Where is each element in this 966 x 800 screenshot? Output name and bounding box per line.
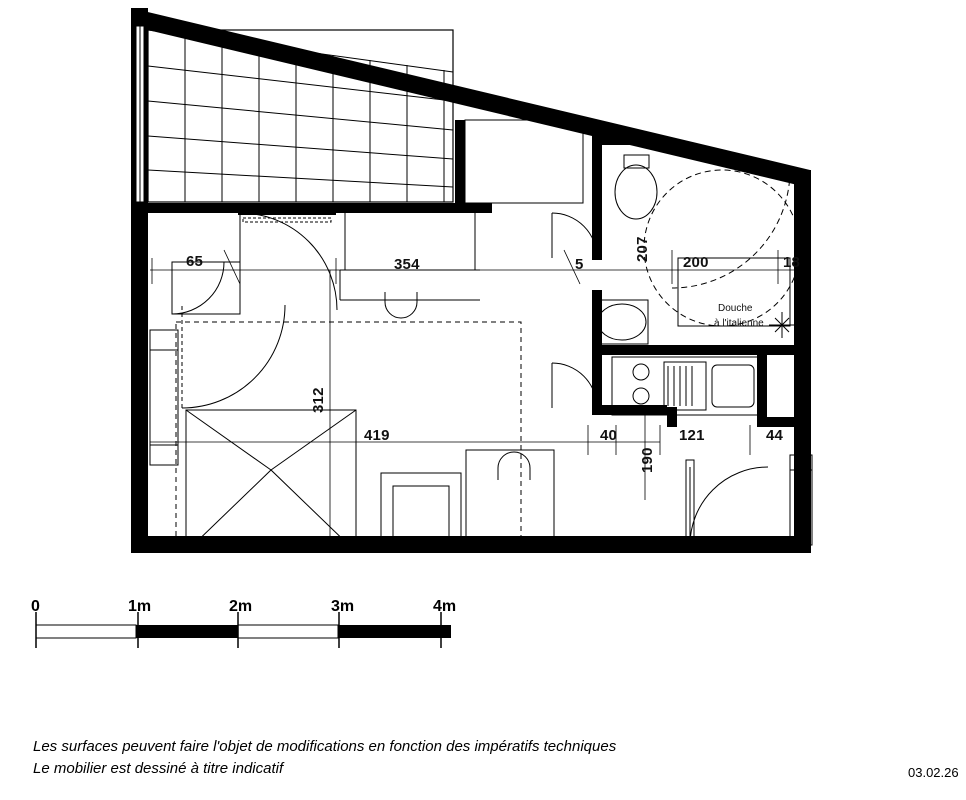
dimension-18: 18 [783,254,801,271]
dimension-121: 121 [679,427,705,444]
scale-tick-0: 0 [31,598,40,615]
walls [131,8,811,553]
dimension-44: 44 [766,427,784,444]
dimension-190: 190 [639,447,656,473]
scale-tick-4m: 4m [433,598,457,615]
dimension-40: 40 [600,427,618,444]
drawing-date: 03.02.26 [908,765,959,780]
shower-label-line1: Douche [718,303,753,314]
dimension-65: 65 [186,253,204,270]
dimension-lines [150,250,795,552]
scale-bar [36,612,451,648]
dimension-5: 5 [575,256,584,273]
interior-partitions [148,120,795,427]
disclaimer-line-2: Le mobilier est dessiné à titre indicatif [33,760,284,777]
disclaimer-line-1: Les surfaces peuvent faire l'objet de modifications en fonction des impératifs techniques [33,738,617,755]
dimension-200: 200 [683,254,709,271]
scale-tick-2m: 2m [229,598,253,615]
scale-tick-3m: 3m [331,598,355,615]
scale-tick-1m: 1m [128,598,152,615]
dimension-207: 207 [634,236,651,262]
shower-label-line2: à l'italienne [714,318,764,329]
dimension-312: 312 [310,387,327,413]
dimension-419: 419 [364,427,390,444]
dimension-354: 354 [394,256,420,273]
